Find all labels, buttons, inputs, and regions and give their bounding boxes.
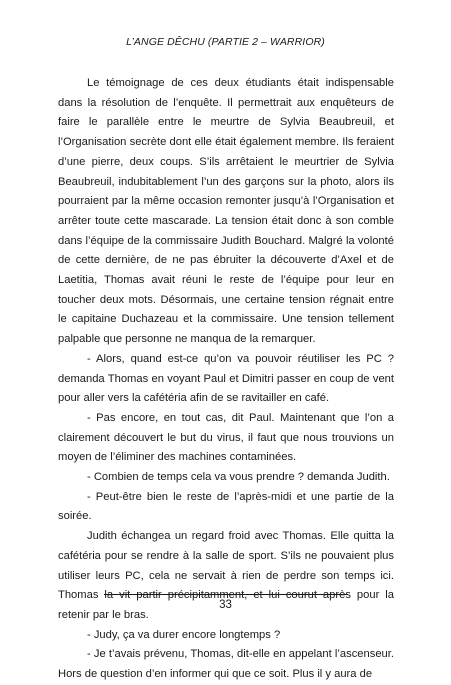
paragraph: - Pas encore, en tout cas, dit Paul. Maintenant que l’on a clairement découvert le but du virus, il faut que nous trouvions un moyen de l’éliminer des machines contaminées. bbox=[58, 411, 394, 464]
paragraph: Judith échangea un regard froid avec Thomas. Elle quitta la cafétéria pour se rendre à la salle de sport. S’ils ne pouvaient plus utiliser leurs PC, cela ne servait à rien de perdre son temps ici. Thomas la vit partir précipitamment, et lui courut après pour la retenir par le bras. bbox=[58, 530, 394, 621]
paragraph: - Combien de temps cela va vous prendre ? demanda Judith. bbox=[87, 471, 390, 484]
running-header: L’ANGE DÊCHU (PARTIE 2 – WARRIOR) bbox=[126, 36, 325, 48]
page-number: 33 bbox=[219, 599, 232, 611]
footer-rule bbox=[104, 594, 348, 595]
paragraph: - Je t’avais prévenu, Thomas, dit-elle en appelant l’ascenseur. Hors de question d’en informer qui que ce soit. Plus il y aura de bbox=[58, 648, 394, 681]
paragraph: - Peut-être bien le reste de l’après-midi et une partie de la soirée. bbox=[58, 490, 394, 523]
paragraph: - Judy, ça va durer encore longtemps ? bbox=[87, 628, 281, 641]
paragraph: Le témoignage de ces deux étudiants était indispensable dans la résolution de l’enquête. Il permettrait aux enquêteurs de faire le parallèle entre le meurtre de Sylvia Beaubreuil, et l’Organisation secrète dont elle était également membre. Ils feraient d’une pierre, deux coups. S’ils arrêtaient le meurtrier de Sylvia Beaubreuil, indubitablement l’un des garçons sur la photo, alors ils pourraient par la même occasion remonter jusqu’à l’Organisation et arrêter toute cette mascarade. La tension était donc à son comble dans l’équipe de la commissaire Judith Bouchard. Malgré la volonté de cette dernière, de ne pas ébruiter la découverte d’Axel et de Laetitia, Thomas avait réuni le reste de l’équipe pour leur en toucher deux mots. Désormais, une certaine tension régnait entre le capitaine Duchazeau et la commissaire. Une tension tellement palpable que personne ne manqua de la remarquer. bbox=[58, 77, 394, 346]
paragraph: - Alors, quand est-ce qu’on va pouvoir réutiliser les PC ? demanda Thomas en voyant Paul et Dimitri passer en coup de vent pour aller vers la cafétéria afin de se ravitailler en café. bbox=[58, 352, 394, 405]
